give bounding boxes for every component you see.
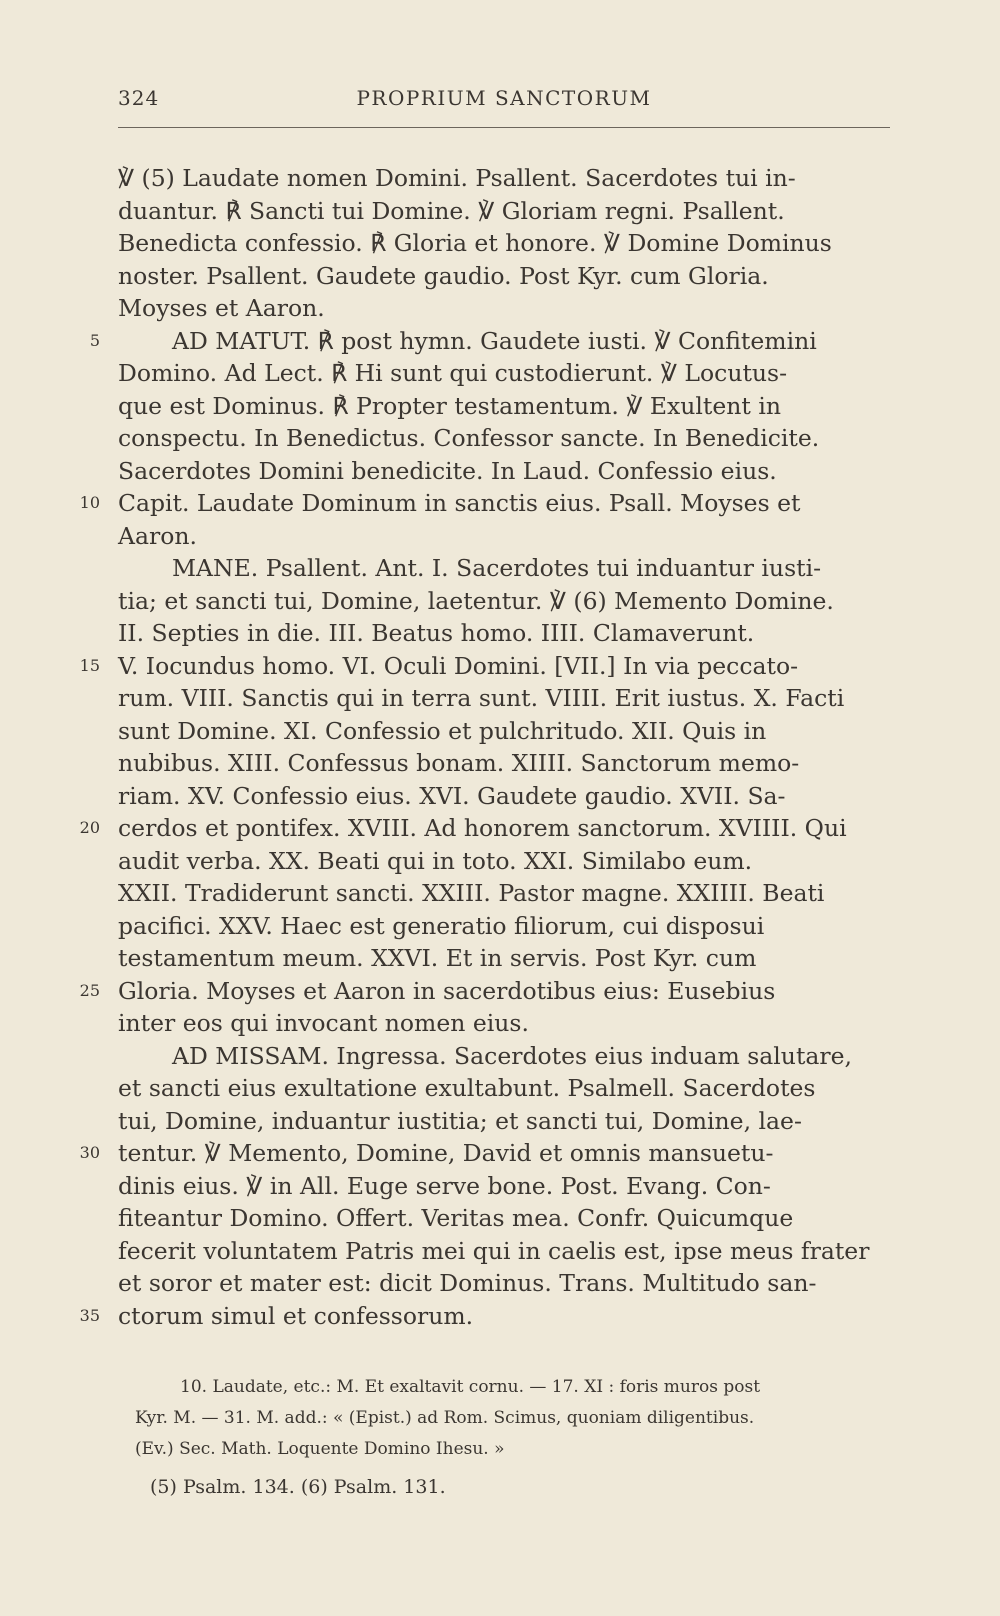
line-text: audit verba. XX. Beati qui in toto. XXI. Similabo eum. (118, 846, 753, 875)
text-line (118, 292, 886, 325)
text-line (118, 390, 886, 423)
text-line (118, 455, 886, 488)
line-text: fecerit voluntatem Patris mei qui in caelis est, ipse meus frater (118, 1236, 870, 1265)
text-line (118, 747, 886, 780)
line-text: AD MISSAM. Ingressa. Sacerdotes eius induam salutare, (172, 1041, 853, 1070)
line-text: inter eos qui invocant nomen eius. (118, 1009, 529, 1037)
text-line (118, 1040, 886, 1073)
text-line (118, 260, 886, 293)
text-line (79, 975, 886, 1008)
line-text: riam. XV. Confessio eius. XVI. Gaudete gaudio. XVII. Sa- (118, 781, 786, 810)
line-text: tui, Domine, induantur iustitia; et sancti tui, Domine, lae- (118, 1106, 802, 1135)
text-line (118, 552, 886, 585)
line-text: Benedicta confessio. ℟ Gloria et honore. ℣ Domine Dominus (118, 229, 832, 257)
line-number: 25 (79, 980, 100, 1000)
text-line (118, 195, 886, 228)
text-line (118, 1170, 886, 1203)
apparatus-note-line: 10. Laudate, etc.: M. Et exaltavit cornu. — 17. XI : foris muros post (180, 1377, 761, 1397)
text-line (118, 520, 886, 553)
line-text: Capit. Laudate Dominum in sanctis eius. Psall. Moyses et (118, 489, 801, 517)
line-text: MANE. Psallent. Ant. I. Sacerdotes tui induantur iusti- (172, 554, 822, 582)
line-text: conspectu. In Benedictus. Confessor sancte. In Benedicite. (118, 424, 820, 452)
main-text (79, 162, 886, 1332)
header-rule (118, 127, 890, 128)
text-line (118, 845, 886, 878)
line-number: 35 (79, 1305, 100, 1325)
text-line (118, 682, 886, 715)
line-number: 5 (89, 330, 100, 350)
line-text: noster. Psallent. Gaudete gaudio. Post Kyr. cum Gloria. (118, 261, 769, 290)
source-references: (5) Psalm. 134. (6) Psalm. 131. (150, 1476, 446, 1498)
line-number: 15 (79, 655, 100, 675)
text-line (118, 715, 886, 748)
line-text: duantur. ℟ Sancti tui Domine. ℣ Gloriam regni. Psallent. (118, 196, 785, 225)
line-number: 10 (79, 493, 100, 512)
apparatus-note-line: (Ev.) Sec. Math. Loquente Domino Ihesu. » (135, 1439, 505, 1459)
line-text: sunt Domine. XI. Confessio et pulchritudo. XII. Quis in (118, 716, 767, 745)
line-text: Aaron. (118, 521, 197, 550)
text-line (89, 325, 886, 358)
text-line (79, 812, 886, 845)
text-line (118, 585, 886, 618)
line-text: nubibus. XIII. Confessus bonam. XIIII. Sanctorum memo- (118, 749, 800, 777)
line-text: tentur. ℣ Memento, Domine, David et omnis mansuetu- (118, 1139, 774, 1167)
text-line (118, 1267, 886, 1300)
line-text: XXII. Tradiderunt sancti. XXIII. Pastor magne. XXIIII. Beati (118, 879, 825, 907)
page-number: 324 (118, 86, 160, 110)
text-line (79, 1137, 886, 1170)
line-text: rum. VIII. Sanctis qui in terra sunt. VIIII. Erit iustus. X. Facti (118, 684, 845, 712)
line-text: que est Dominus. ℟ Propter testamentum. ℣ Exultent in (118, 391, 781, 420)
line-text: et soror et mater est: dicit Dominus. Trans. Multitudo san- (118, 1269, 817, 1297)
text-line (118, 1072, 886, 1105)
line-text: Gloria. Moyses et Aaron in sacerdotibus eius: Eusebius (118, 976, 776, 1005)
text-line (118, 1202, 886, 1235)
text-line (118, 227, 886, 260)
apparatus-note-line: Kyr. M. — 31. M. add.: « (Epist.) ad Rom. Scimus, quoniam diligentibus. (135, 1408, 755, 1428)
running-title: PROPRIUM SANCTORUM (356, 86, 652, 110)
line-text: testamentum meum. XXVI. Et in servis. Post Kyr. cum (118, 944, 757, 972)
line-text: Domino. Ad Lect. ℟ Hi sunt qui custodierunt. ℣ Locutus- (118, 359, 788, 387)
line-text: Moyses et Aaron. (118, 294, 325, 322)
line-number: 20 (79, 818, 100, 837)
line-number: 30 (79, 1143, 100, 1162)
line-text: AD MATUT. ℟ post hymn. Gaudete iusti. ℣ Confitemini (172, 326, 817, 355)
line-text: et sancti eius exultatione exultabunt. Psalmell. Sacerdotes (118, 1074, 816, 1102)
text-line (118, 1007, 886, 1040)
page-header (118, 86, 890, 118)
text-line (79, 650, 886, 683)
text-line (118, 910, 886, 943)
critical-apparatus (135, 1372, 880, 1465)
text-line (79, 1300, 886, 1333)
text-line (79, 487, 886, 520)
line-text: cerdos et pontifex. XVIII. Ad honorem sanctorum. XVIIII. Qui (118, 814, 847, 842)
text-line (118, 357, 886, 390)
text-line (118, 1235, 886, 1268)
line-text: dinis eius. ℣ in All. Euge serve bone. Post. Evang. Con- (118, 1171, 771, 1200)
line-text: Sacerdotes Domini benedicite. In Laud. Confessio eius. (118, 456, 777, 485)
text-line (118, 877, 886, 910)
line-text: ℣ (5) Laudate nomen Domini. Psallent. Sacerdotes tui in- (118, 164, 796, 192)
text-line (118, 780, 886, 813)
text-line (118, 617, 886, 650)
line-text: tia; et sancti tui, Domine, laetentur. ℣ (6) Memento Domine. (118, 586, 834, 615)
line-text: pacifici. XXV. Haec est generatio filiorum, cui disposui (118, 911, 765, 940)
text-line (118, 422, 886, 455)
line-text: V. Iocundus homo. VI. Oculi Domini. [VII.] In via peccato- (118, 651, 799, 680)
text-line (118, 942, 886, 975)
line-text: fiteantur Domino. Offert. Veritas mea. Confr. Quicumque (118, 1204, 794, 1232)
line-text: ctorum simul et confessorum. (118, 1301, 474, 1330)
line-text: II. Septies in die. III. Beatus homo. IIII. Clamaverunt. (118, 619, 755, 647)
text-line (118, 1105, 886, 1138)
text-line (118, 162, 886, 195)
